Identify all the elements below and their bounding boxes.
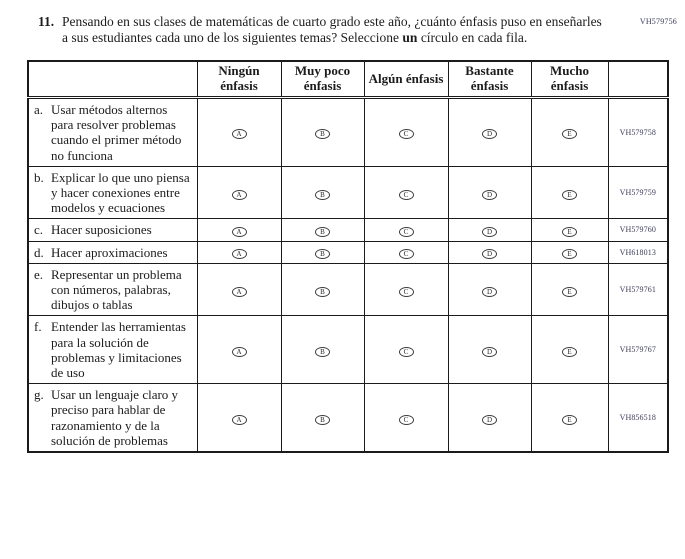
row-label-cell: [28, 316, 197, 384]
table-row: [28, 316, 668, 384]
option-cell-b[interactable]: [281, 166, 364, 219]
option-bubble-c[interactable]: C: [399, 347, 414, 357]
option-cell-a[interactable]: [197, 219, 281, 241]
table-row: [28, 219, 668, 241]
item-code: VH579759: [608, 166, 668, 219]
option-cell-a[interactable]: [197, 263, 281, 316]
option-bubble-a[interactable]: A: [232, 347, 247, 357]
row-letter: b.: [34, 169, 44, 185]
option-cell-a[interactable]: [197, 384, 281, 452]
column-header: Ningún énfasis: [197, 61, 281, 98]
option-cell-c[interactable]: [364, 219, 448, 241]
header-row: [28, 61, 668, 98]
option-cell-c[interactable]: [364, 97, 448, 166]
row-letter: g.: [34, 387, 44, 403]
emphasis-response-table: [27, 60, 669, 453]
option-cell-a[interactable]: [197, 316, 281, 384]
option-cell-e[interactable]: [531, 97, 608, 166]
option-bubble-b[interactable]: B: [315, 249, 330, 259]
option-cell-e[interactable]: [531, 263, 608, 316]
option-bubble-c[interactable]: C: [399, 227, 414, 237]
row-letter: a.: [34, 101, 44, 117]
option-bubble-b[interactable]: B: [315, 190, 330, 200]
column-header: Mucho énfasis: [531, 61, 608, 98]
question-11: [38, 14, 685, 47]
option-bubble-d[interactable]: D: [482, 347, 497, 357]
emphasis-table-body: [28, 97, 668, 452]
option-bubble-c[interactable]: C: [399, 415, 414, 425]
option-bubble-d[interactable]: D: [482, 249, 497, 259]
option-bubble-b[interactable]: B: [315, 227, 330, 237]
row-label-cell: [28, 219, 197, 241]
table-row: [28, 166, 668, 219]
option-cell-e[interactable]: [531, 384, 608, 452]
option-cell-c[interactable]: [364, 384, 448, 452]
option-bubble-e[interactable]: E: [562, 190, 577, 200]
row-label: Usar un lenguaje claro y preciso para hablar de razonamiento y de la solución de problemas: [51, 387, 179, 448]
option-bubble-c[interactable]: C: [399, 129, 414, 139]
option-bubble-c[interactable]: C: [399, 249, 414, 259]
option-bubble-a[interactable]: A: [232, 190, 247, 200]
option-bubble-b[interactable]: B: [315, 347, 330, 357]
option-bubble-b[interactable]: B: [315, 129, 330, 139]
option-bubble-b[interactable]: B: [315, 415, 330, 425]
option-bubble-d[interactable]: D: [482, 190, 497, 200]
option-cell-a[interactable]: [197, 241, 281, 263]
column-header: Algún énfasis: [364, 61, 448, 98]
option-bubble-e[interactable]: E: [562, 249, 577, 259]
option-bubble-c[interactable]: C: [399, 190, 414, 200]
option-bubble-e[interactable]: E: [562, 415, 577, 425]
option-bubble-a[interactable]: A: [232, 129, 247, 139]
item-code: VH579760: [608, 219, 668, 241]
table-row: [28, 97, 668, 166]
row-label-cell: [28, 263, 197, 316]
item-code: VH579767: [608, 316, 668, 384]
option-bubble-d[interactable]: D: [482, 287, 497, 297]
row-letter: e.: [34, 266, 44, 282]
option-cell-b[interactable]: [281, 97, 364, 166]
question-number: 11.: [38, 14, 55, 29]
row-letter: f.: [34, 319, 42, 335]
option-cell-c[interactable]: [364, 166, 448, 219]
row-letter: d.: [34, 244, 44, 260]
code-column-header: [608, 61, 668, 98]
item-code: VH579761: [608, 263, 668, 316]
row-label: Hacer aproximaciones: [51, 244, 168, 260]
row-label-cell: [28, 166, 197, 219]
table-row: [28, 263, 668, 316]
row-label-header: [28, 61, 197, 98]
option-cell-c[interactable]: [364, 316, 448, 384]
option-cell-d[interactable]: [448, 263, 531, 316]
question-text-end: círculo en cada fila.: [417, 30, 528, 46]
row-label: Usar métodos alternos para resolver problemas cuando el primer método no funciona: [51, 101, 182, 163]
option-cell-d[interactable]: [448, 384, 531, 452]
option-bubble-e[interactable]: E: [562, 227, 577, 237]
questionnaire-page: [0, 14, 685, 559]
table-row: [28, 384, 668, 452]
item-code: VH579758: [608, 97, 668, 166]
option-bubble-a[interactable]: A: [232, 249, 247, 259]
option-cell-b[interactable]: [281, 219, 364, 241]
page-code: VH579756: [639, 17, 677, 26]
option-bubble-b[interactable]: B: [315, 287, 330, 297]
option-cell-c[interactable]: [364, 241, 448, 263]
option-bubble-d[interactable]: D: [482, 227, 497, 237]
row-label: Hacer suposiciones: [51, 222, 152, 238]
option-bubble-e[interactable]: E: [562, 347, 577, 357]
column-header: Muy poco énfasis: [281, 61, 364, 98]
option-bubble-d[interactable]: D: [482, 129, 497, 139]
option-cell-d[interactable]: [448, 166, 531, 219]
question-text-bold: un: [402, 30, 418, 46]
row-label-cell: [28, 97, 197, 166]
question-text-start: Pensando en sus clases de matemáticas de cuarto grado este año, ¿cuánto énfasis puso en enseñarles a sus estudiantes cada uno de los siguientes temas? Seleccione: [62, 14, 602, 46]
item-code: VH856518: [608, 384, 668, 452]
row-label-cell: [28, 384, 197, 452]
option-cell-a[interactable]: [197, 97, 281, 166]
row-label: Entender las herramientas para la solución de problemas y limitaciones de uso: [51, 319, 186, 380]
option-cell-e[interactable]: [531, 166, 608, 219]
option-bubble-d[interactable]: D: [482, 415, 497, 425]
option-cell-e[interactable]: [531, 316, 608, 384]
option-cell-b[interactable]: [281, 384, 364, 452]
option-cell-a[interactable]: [197, 166, 281, 219]
row-letter: c.: [34, 222, 44, 238]
option-cell-c[interactable]: [364, 263, 448, 316]
option-bubble-e[interactable]: E: [562, 129, 577, 139]
item-code: VH618013: [608, 241, 668, 263]
row-label-cell: [28, 241, 197, 263]
option-cell-d[interactable]: [448, 316, 531, 384]
option-cell-d[interactable]: [448, 97, 531, 166]
option-cell-b[interactable]: [281, 241, 364, 263]
option-cell-e[interactable]: [531, 241, 608, 263]
option-bubble-c[interactable]: C: [399, 287, 414, 297]
row-label: Explicar lo que uno piensa y hacer conexiones entre modelos y ecuaciones: [51, 169, 190, 216]
option-bubble-a[interactable]: A: [232, 287, 247, 297]
table-row: [28, 241, 668, 263]
question-text: [62, 14, 607, 47]
row-label: Representar un problema con números, palabras, dibujos o tablas: [51, 266, 182, 313]
column-header: Bastante énfasis: [448, 61, 531, 98]
option-cell-d[interactable]: [448, 241, 531, 263]
option-bubble-a[interactable]: A: [232, 415, 247, 425]
option-cell-e[interactable]: [531, 219, 608, 241]
option-cell-b[interactable]: [281, 316, 364, 384]
option-bubble-a[interactable]: A: [232, 227, 247, 237]
option-cell-b[interactable]: [281, 263, 364, 316]
option-cell-d[interactable]: [448, 219, 531, 241]
option-bubble-e[interactable]: E: [562, 287, 577, 297]
